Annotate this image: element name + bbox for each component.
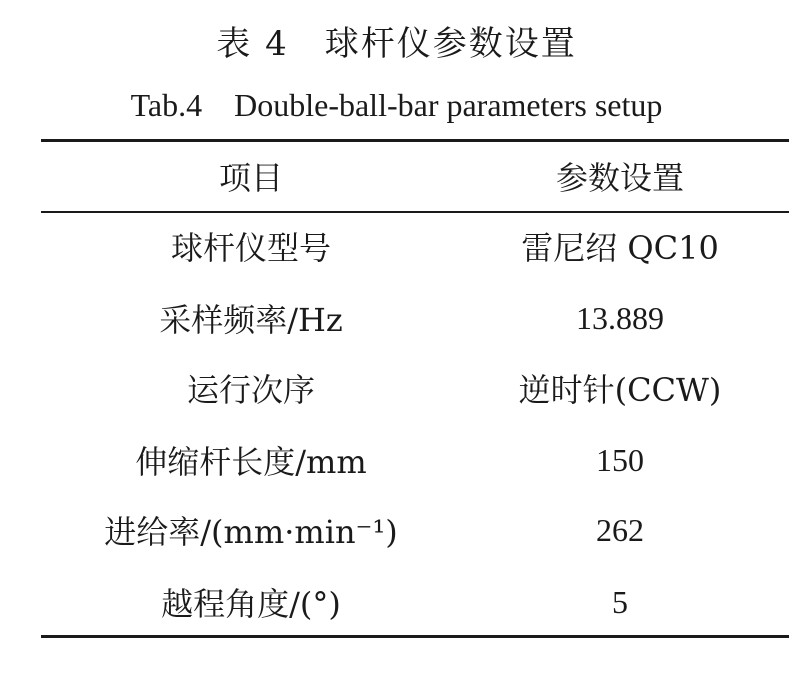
row-value: 262 <box>596 511 644 548</box>
row-item: 采样频率/Hz <box>159 301 343 339</box>
row-item: 球杆仪型号 <box>170 229 331 267</box>
top-rule <box>41 139 789 142</box>
row-item: 进给率/(mm·min⁻¹) <box>104 513 398 551</box>
header-rule <box>41 211 789 213</box>
row-item: 运行次序 <box>186 371 315 409</box>
table-header-row <box>41 146 789 206</box>
table-row <box>41 430 789 490</box>
table-caption-en: Tab.4 Double-ball-bar parameters setup <box>130 87 663 123</box>
table-row <box>41 216 789 276</box>
row-item: 越程角度/(°) <box>161 585 341 623</box>
row-value: 雷尼绍 QC10 <box>521 229 719 267</box>
bottom-rule <box>41 635 789 638</box>
table-row <box>41 500 789 560</box>
row-item: 伸缩杆长度/mm <box>135 443 367 481</box>
table-row <box>41 572 789 632</box>
row-value: 5 <box>612 583 628 620</box>
table-row <box>41 288 789 348</box>
table-row <box>41 358 789 418</box>
header-value: 参数设置 <box>555 159 684 197</box>
header-item: 项目 <box>218 159 283 197</box>
table-caption-zh: 表 4 球杆仪参数设置 <box>216 24 577 64</box>
row-value: 13.889 <box>576 299 664 336</box>
row-value: 逆时针(CCW) <box>518 371 722 409</box>
row-value: 150 <box>596 441 644 478</box>
